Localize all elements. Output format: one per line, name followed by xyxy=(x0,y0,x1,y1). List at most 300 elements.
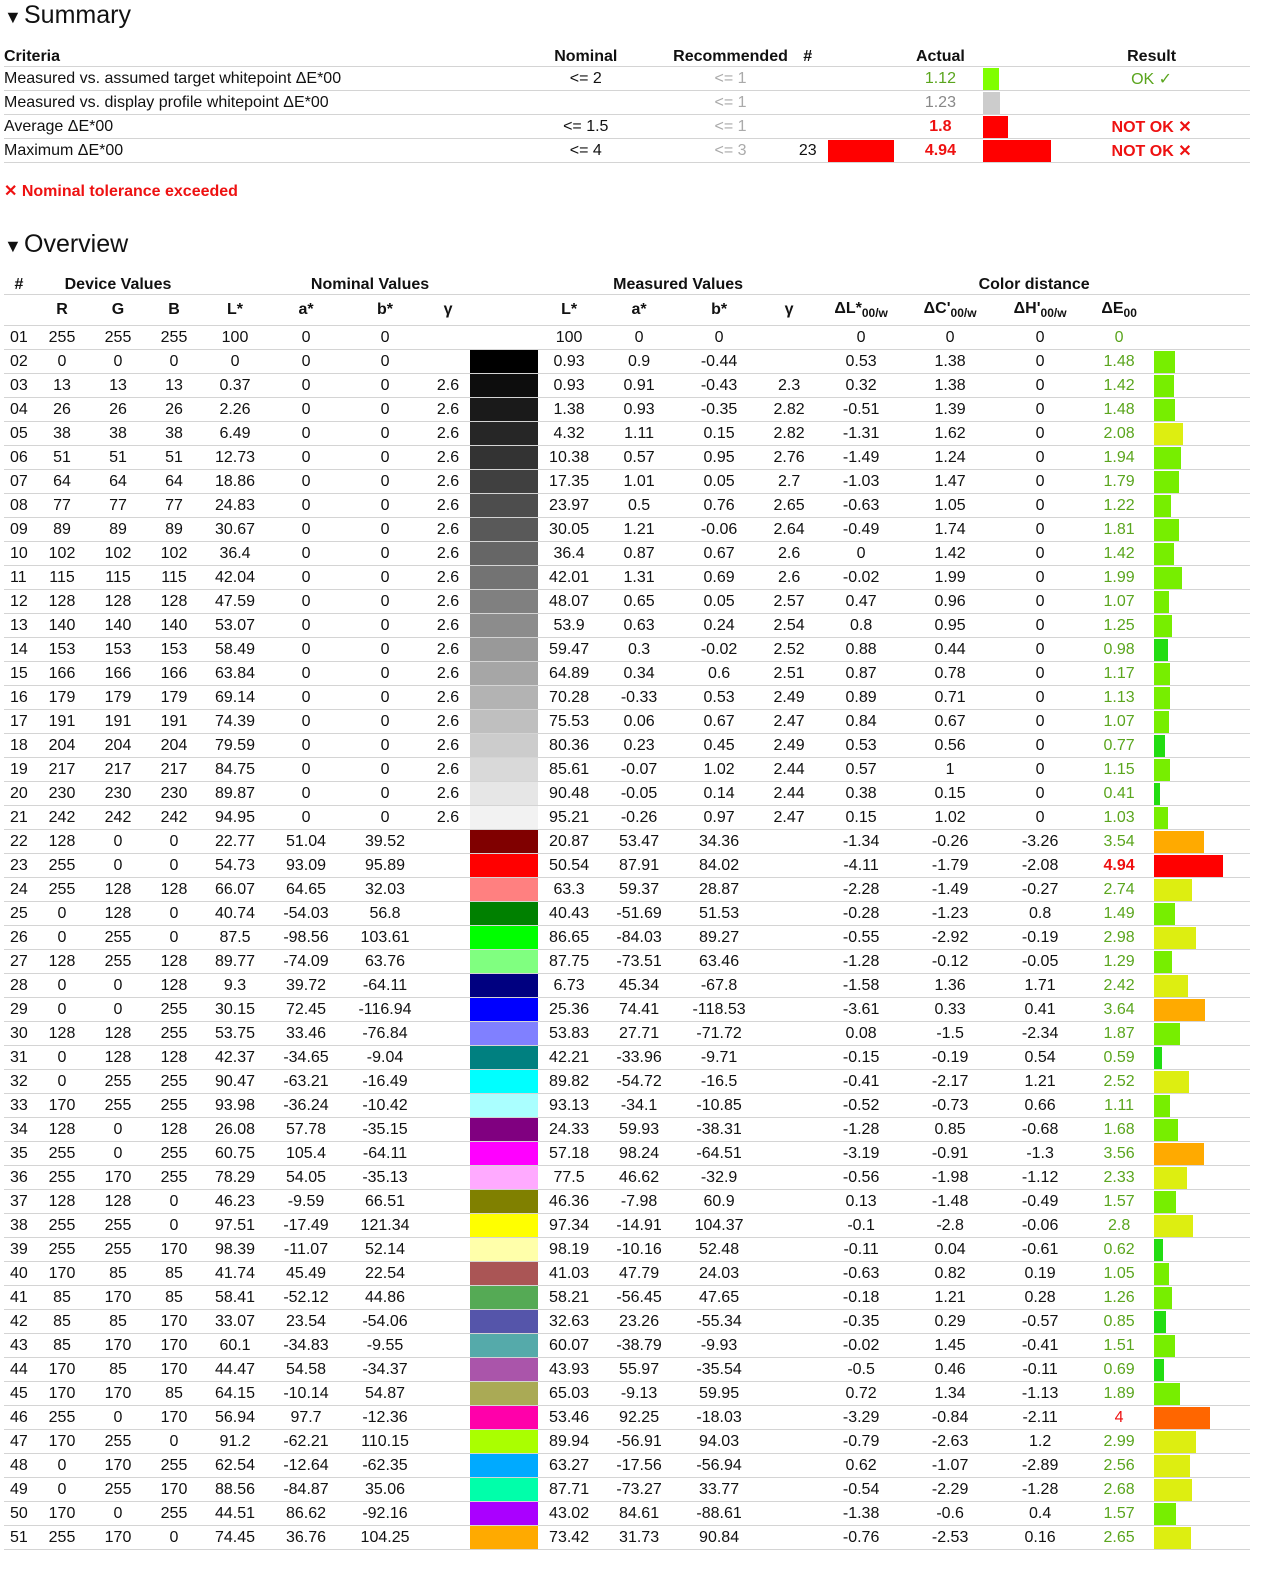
device-r: 128 xyxy=(34,590,90,614)
nominal-a: -36.24 xyxy=(268,1094,344,1118)
nominal-gamma xyxy=(426,1190,470,1214)
nominal-gamma xyxy=(426,326,470,350)
patch-index: 14 xyxy=(4,638,34,662)
delta-c: 1.42 xyxy=(904,542,996,566)
delta-e-bar xyxy=(1154,999,1205,1021)
measured-l: 41.03 xyxy=(538,1262,600,1286)
nominal-l: 53.75 xyxy=(202,1022,268,1046)
color-swatch xyxy=(470,542,538,566)
nominal-gamma xyxy=(426,1166,470,1190)
delta-e-bar-cell xyxy=(1154,374,1250,398)
delta-l: -1.31 xyxy=(818,422,904,446)
delta-e-bar xyxy=(1154,711,1169,733)
device-r: 102 xyxy=(34,542,90,566)
delta-h: 0 xyxy=(996,422,1084,446)
overview-row xyxy=(4,1214,1250,1238)
device-b: 255 xyxy=(146,1166,202,1190)
color-swatch xyxy=(470,1382,538,1406)
device-r: 128 xyxy=(34,830,90,854)
measured-l: 20.87 xyxy=(538,830,600,854)
device-b: 170 xyxy=(146,1358,202,1382)
delta-h: 0 xyxy=(996,326,1084,350)
device-r: 255 xyxy=(34,1526,90,1550)
device-r: 0 xyxy=(34,998,90,1022)
device-r: 0 xyxy=(34,974,90,998)
delta-l: 0.8 xyxy=(818,614,904,638)
delta-l: -2.28 xyxy=(818,878,904,902)
measured-a: -56.45 xyxy=(600,1286,678,1310)
overview-row xyxy=(4,1382,1250,1406)
measured-b: 90.84 xyxy=(678,1526,760,1550)
measured-a: 0.65 xyxy=(600,590,678,614)
delta-l: -1.58 xyxy=(818,974,904,998)
nominal-l: 0 xyxy=(202,350,268,374)
measured-gamma xyxy=(760,926,818,950)
nominal-b: 0 xyxy=(344,734,426,758)
measured-l: 63.3 xyxy=(538,878,600,902)
device-r: 170 xyxy=(34,1262,90,1286)
delta-l: -1.03 xyxy=(818,470,904,494)
measured-a: 0.93 xyxy=(600,398,678,422)
delta-c: -0.84 xyxy=(904,1406,996,1430)
overview-heading[interactable] xyxy=(4,229,128,261)
delta-e: 2.42 xyxy=(1084,974,1154,998)
measured-gamma: 2.76 xyxy=(760,446,818,470)
delta-e-bar-cell xyxy=(1154,1022,1250,1046)
device-b: 204 xyxy=(146,734,202,758)
nominal-b: -64.11 xyxy=(344,1142,426,1166)
delta-e: 1.99 xyxy=(1084,566,1154,590)
collapse-triangle-icon[interactable]: ▼ xyxy=(4,7,22,27)
delta-l: 0.87 xyxy=(818,662,904,686)
delta-e-bar xyxy=(1154,1431,1196,1453)
delta-h: -0.11 xyxy=(996,1358,1084,1382)
overview-row xyxy=(4,782,1250,806)
sub-header-delta-l xyxy=(818,295,904,326)
sub-header-delta-h xyxy=(996,295,1084,326)
nominal-gamma xyxy=(426,854,470,878)
color-swatch xyxy=(470,734,538,758)
device-g: 166 xyxy=(90,662,146,686)
color-swatch xyxy=(470,1286,538,1310)
measured-l: 89.94 xyxy=(538,1430,600,1454)
delta-e-bar-cell xyxy=(1154,734,1250,758)
delta-e-bar xyxy=(1154,903,1175,925)
delta-e: 1.87 xyxy=(1084,1022,1154,1046)
measured-a: 53.47 xyxy=(600,830,678,854)
nominal-gamma xyxy=(426,1214,470,1238)
nominal-gamma xyxy=(426,1094,470,1118)
nominal-a: 0 xyxy=(268,374,344,398)
measured-l: 87.71 xyxy=(538,1478,600,1502)
device-r: 85 xyxy=(34,1286,90,1310)
nominal-a: 0 xyxy=(268,470,344,494)
nominal-b: 0 xyxy=(344,758,426,782)
delta-l: 0.57 xyxy=(818,758,904,782)
overview-row xyxy=(4,398,1250,422)
color-swatch xyxy=(470,1094,538,1118)
delta-c: 0.46 xyxy=(904,1358,996,1382)
delta-e: 2.8 xyxy=(1084,1214,1154,1238)
measured-l: 30.05 xyxy=(538,518,600,542)
delta-h: 0.8 xyxy=(996,902,1084,926)
nominal-a: 0 xyxy=(268,494,344,518)
delta-e-bar-cell xyxy=(1154,950,1250,974)
nominal-a: -62.21 xyxy=(268,1430,344,1454)
measured-l: 40.43 xyxy=(538,902,600,926)
device-g: 102 xyxy=(90,542,146,566)
delta-c: 0.33 xyxy=(904,998,996,1022)
nominal-b: 0 xyxy=(344,374,426,398)
delta-l: -1.34 xyxy=(818,830,904,854)
delta-c: 0.82 xyxy=(904,1262,996,1286)
summary-header-index: # xyxy=(788,42,828,67)
delta-e-bar xyxy=(1154,471,1179,493)
patch-index: 03 xyxy=(4,374,34,398)
delta-e-bar xyxy=(1154,879,1192,901)
device-r: 153 xyxy=(34,638,90,662)
color-swatch xyxy=(470,1142,538,1166)
delta-e-bar xyxy=(1154,951,1172,973)
measured-gamma xyxy=(760,854,818,878)
delta-e: 2.74 xyxy=(1084,878,1154,902)
delta-l: -3.61 xyxy=(818,998,904,1022)
measured-b: 0.76 xyxy=(678,494,760,518)
summary-index: 23 xyxy=(788,139,828,163)
overview-row xyxy=(4,1502,1250,1526)
device-b: 128 xyxy=(146,590,202,614)
device-r: 0 xyxy=(34,926,90,950)
delta-e: 0 xyxy=(1084,326,1154,350)
nominal-l: 93.98 xyxy=(202,1094,268,1118)
summary-header-actual-bar xyxy=(983,42,1053,67)
delta-l: -0.54 xyxy=(818,1478,904,1502)
measured-l: 53.46 xyxy=(538,1406,600,1430)
delta-e-bar xyxy=(1154,927,1196,949)
measured-b: 47.65 xyxy=(678,1286,760,1310)
delta-e-bar-cell xyxy=(1154,686,1250,710)
overview-row xyxy=(4,902,1250,926)
delta-h: 0 xyxy=(996,662,1084,686)
measured-b: -35.54 xyxy=(678,1358,760,1382)
delta-h: -1.3 xyxy=(996,1142,1084,1166)
measured-l: 87.75 xyxy=(538,950,600,974)
measured-gamma xyxy=(760,1262,818,1286)
summary-nominal: <= 2 xyxy=(498,67,673,91)
collapse-triangle-icon[interactable]: ▼ xyxy=(4,236,22,256)
measured-gamma: 2.82 xyxy=(760,422,818,446)
measured-l: 17.35 xyxy=(538,470,600,494)
delta-e-bar-cell xyxy=(1154,470,1250,494)
delta-c: 0.29 xyxy=(904,1310,996,1334)
overview-row xyxy=(4,446,1250,470)
overview-row xyxy=(4,1046,1250,1070)
nominal-b: 44.86 xyxy=(344,1286,426,1310)
measured-gamma xyxy=(760,1430,818,1454)
device-g: 128 xyxy=(90,878,146,902)
delta-c: 0.44 xyxy=(904,638,996,662)
measured-a: 0.5 xyxy=(600,494,678,518)
measured-a: -9.13 xyxy=(600,1382,678,1406)
color-swatch xyxy=(470,1238,538,1262)
device-r: 217 xyxy=(34,758,90,782)
measured-gamma: 2.49 xyxy=(760,734,818,758)
device-r: 255 xyxy=(34,1142,90,1166)
summary-actual: 4.94 xyxy=(898,139,984,163)
measured-b: -32.9 xyxy=(678,1166,760,1190)
delta-c: 1.39 xyxy=(904,398,996,422)
delta-e-bar-cell xyxy=(1154,854,1250,878)
patch-index: 05 xyxy=(4,422,34,446)
nominal-b: 0 xyxy=(344,638,426,662)
delta-e-bar xyxy=(1154,1095,1170,1117)
delta-e: 0.85 xyxy=(1084,1310,1154,1334)
measured-a: -54.72 xyxy=(600,1070,678,1094)
nominal-b: -9.04 xyxy=(344,1046,426,1070)
delta-c: -0.91 xyxy=(904,1142,996,1166)
delta-l: 0.38 xyxy=(818,782,904,806)
overview-row xyxy=(4,974,1250,998)
nominal-b: 32.03 xyxy=(344,878,426,902)
device-b: 255 xyxy=(146,1502,202,1526)
patch-index: 47 xyxy=(4,1430,34,1454)
delta-l: 0.08 xyxy=(818,1022,904,1046)
delta-h: 0.41 xyxy=(996,998,1084,1022)
delta-l: 0.32 xyxy=(818,374,904,398)
nominal-gamma xyxy=(426,1334,470,1358)
device-g: 255 xyxy=(90,1070,146,1094)
measured-b: 0.69 xyxy=(678,566,760,590)
summary-nominal: <= 1.5 xyxy=(498,115,673,139)
overview-row xyxy=(4,1022,1250,1046)
device-r: 170 xyxy=(34,1094,90,1118)
overview-row xyxy=(4,350,1250,374)
delta-c: 1.62 xyxy=(904,422,996,446)
nominal-b: 0 xyxy=(344,806,426,830)
nominal-a: -9.59 xyxy=(268,1190,344,1214)
device-r: 230 xyxy=(34,782,90,806)
nominal-a: -84.87 xyxy=(268,1478,344,1502)
sub-header-swatch xyxy=(470,295,538,326)
overview-row xyxy=(4,638,1250,662)
summary-recommended: <= 3 xyxy=(673,139,788,163)
delta-e-bar xyxy=(1154,591,1169,613)
measured-a: -34.1 xyxy=(600,1094,678,1118)
nominal-l: 12.73 xyxy=(202,446,268,470)
measured-b: 1.02 xyxy=(678,758,760,782)
device-b: 26 xyxy=(146,398,202,422)
nominal-gamma xyxy=(426,1046,470,1070)
measured-b: 0.6 xyxy=(678,662,760,686)
delta-c: 1.24 xyxy=(904,446,996,470)
nominal-b: 0 xyxy=(344,494,426,518)
delta-c: 0.15 xyxy=(904,782,996,806)
delta-e-bar xyxy=(1154,1167,1187,1189)
sub-header-nominal-l: L* xyxy=(202,295,268,326)
measured-b: 0.53 xyxy=(678,686,760,710)
overview-row xyxy=(4,326,1250,350)
delta-e-bar-cell xyxy=(1154,446,1250,470)
delta-h: 0 xyxy=(996,638,1084,662)
delta-l: -1.28 xyxy=(818,1118,904,1142)
measured-b: -0.44 xyxy=(678,350,760,374)
nominal-l: 30.15 xyxy=(202,998,268,1022)
nominal-gamma xyxy=(426,926,470,950)
delta-l: -0.1 xyxy=(818,1214,904,1238)
device-b: 0 xyxy=(146,1214,202,1238)
measured-a: 0 xyxy=(600,326,678,350)
summary-heading[interactable] xyxy=(4,0,131,32)
summary-actual-bar-cell xyxy=(983,67,1053,91)
color-swatch xyxy=(470,902,538,926)
delta-l: -1.38 xyxy=(818,1502,904,1526)
delta-e-bar-cell xyxy=(1154,1190,1250,1214)
sub-header-nominal-b: b* xyxy=(344,295,426,326)
nominal-a: 23.54 xyxy=(268,1310,344,1334)
delta-e-bar xyxy=(1154,1455,1190,1477)
delta-e-bar-cell xyxy=(1154,878,1250,902)
delta-e-bar xyxy=(1154,1479,1192,1501)
nominal-a: 54.05 xyxy=(268,1166,344,1190)
device-g: 217 xyxy=(90,758,146,782)
device-b: 0 xyxy=(146,1430,202,1454)
patch-index: 42 xyxy=(4,1310,34,1334)
nominal-b: -10.42 xyxy=(344,1094,426,1118)
sub-header-nominal-gamma: γ xyxy=(426,295,470,326)
sub-header-measured-gamma: γ xyxy=(760,295,818,326)
nominal-b: 0 xyxy=(344,614,426,638)
measured-b: 34.36 xyxy=(678,830,760,854)
device-b: 255 xyxy=(146,1070,202,1094)
delta-h: -2.08 xyxy=(996,854,1084,878)
measured-gamma: 2.3 xyxy=(760,374,818,398)
measured-a: 0.34 xyxy=(600,662,678,686)
nominal-l: 54.73 xyxy=(202,854,268,878)
measured-b: 84.02 xyxy=(678,854,760,878)
summary-actual-bar-cell xyxy=(983,115,1053,139)
nominal-l: 47.59 xyxy=(202,590,268,614)
measured-b: -10.85 xyxy=(678,1094,760,1118)
nominal-b: -92.16 xyxy=(344,1502,426,1526)
nominal-a: 0 xyxy=(268,782,344,806)
measured-gamma xyxy=(760,1142,818,1166)
measured-l: 77.5 xyxy=(538,1166,600,1190)
delta-c: -0.19 xyxy=(904,1046,996,1070)
delta-e: 0.62 xyxy=(1084,1238,1154,1262)
device-r: 77 xyxy=(34,494,90,518)
color-swatch xyxy=(470,1070,538,1094)
patch-index: 39 xyxy=(4,1238,34,1262)
sub-header-empty xyxy=(4,295,34,326)
patch-index: 37 xyxy=(4,1190,34,1214)
delta-h: 0 xyxy=(996,734,1084,758)
measured-b: -0.43 xyxy=(678,374,760,398)
delta-e: 3.56 xyxy=(1084,1142,1154,1166)
measured-b: 24.03 xyxy=(678,1262,760,1286)
device-g: 0 xyxy=(90,854,146,878)
measured-l: 23.97 xyxy=(538,494,600,518)
delta-c: -2.29 xyxy=(904,1478,996,1502)
delta-c: -0.73 xyxy=(904,1094,996,1118)
device-r: 255 xyxy=(34,1406,90,1430)
delta-e: 1.48 xyxy=(1084,350,1154,374)
nominal-gamma xyxy=(426,350,470,374)
overview-row xyxy=(4,854,1250,878)
overview-row xyxy=(4,1238,1250,1262)
delta-e-bar-cell xyxy=(1154,1454,1250,1478)
patch-index: 06 xyxy=(4,446,34,470)
measured-b: -67.8 xyxy=(678,974,760,998)
color-swatch xyxy=(470,974,538,998)
nominal-l: 79.59 xyxy=(202,734,268,758)
delta-e: 1.15 xyxy=(1084,758,1154,782)
measured-a: 1.11 xyxy=(600,422,678,446)
device-g: 140 xyxy=(90,614,146,638)
nominal-a: 93.09 xyxy=(268,854,344,878)
nominal-b: 0 xyxy=(344,446,426,470)
patch-index: 22 xyxy=(4,830,34,854)
device-b: 242 xyxy=(146,806,202,830)
nominal-a: 72.45 xyxy=(268,998,344,1022)
delta-h: 0.28 xyxy=(996,1286,1084,1310)
measured-b: 104.37 xyxy=(678,1214,760,1238)
patch-index: 27 xyxy=(4,950,34,974)
nominal-l: 24.83 xyxy=(202,494,268,518)
delta-e-bar xyxy=(1154,1407,1210,1429)
delta-e-bar-cell xyxy=(1154,782,1250,806)
device-r: 64 xyxy=(34,470,90,494)
nominal-gamma xyxy=(426,878,470,902)
device-g: 179 xyxy=(90,686,146,710)
delta-e-bar-cell xyxy=(1154,1286,1250,1310)
overview-row xyxy=(4,710,1250,734)
measured-b: 60.9 xyxy=(678,1190,760,1214)
device-g: 255 xyxy=(90,1094,146,1118)
patch-index: 25 xyxy=(4,902,34,926)
color-swatch xyxy=(470,1262,538,1286)
summary-recommended: <= 1 xyxy=(673,91,788,115)
nominal-b: 52.14 xyxy=(344,1238,426,1262)
measured-gamma xyxy=(760,1214,818,1238)
nominal-l: 89.87 xyxy=(202,782,268,806)
overview-row xyxy=(4,374,1250,398)
measured-b: -18.03 xyxy=(678,1406,760,1430)
overview-row xyxy=(4,830,1250,854)
measured-b: 0.24 xyxy=(678,614,760,638)
delta-e: 2.08 xyxy=(1084,422,1154,446)
nominal-b: -35.15 xyxy=(344,1118,426,1142)
summary-actual-bar-cell xyxy=(983,91,1053,115)
color-swatch xyxy=(470,1118,538,1142)
delta-h: -0.05 xyxy=(996,950,1084,974)
measured-a: -84.03 xyxy=(600,926,678,950)
delta-e-bar xyxy=(1154,831,1204,853)
measured-l: 25.36 xyxy=(538,998,600,1022)
nominal-gamma xyxy=(426,1142,470,1166)
device-g: 230 xyxy=(90,782,146,806)
patch-index: 16 xyxy=(4,686,34,710)
delta-e-bar-cell xyxy=(1154,1070,1250,1094)
measured-gamma: 2.47 xyxy=(760,710,818,734)
delta-e-bar xyxy=(1154,1263,1169,1285)
device-b: 170 xyxy=(146,1478,202,1502)
device-r: 0 xyxy=(34,1454,90,1478)
delta-e-bar-cell xyxy=(1154,710,1250,734)
device-b: 166 xyxy=(146,662,202,686)
delta-e-bar-cell xyxy=(1154,902,1250,926)
color-swatch xyxy=(470,1310,538,1334)
nominal-a: -17.49 xyxy=(268,1214,344,1238)
